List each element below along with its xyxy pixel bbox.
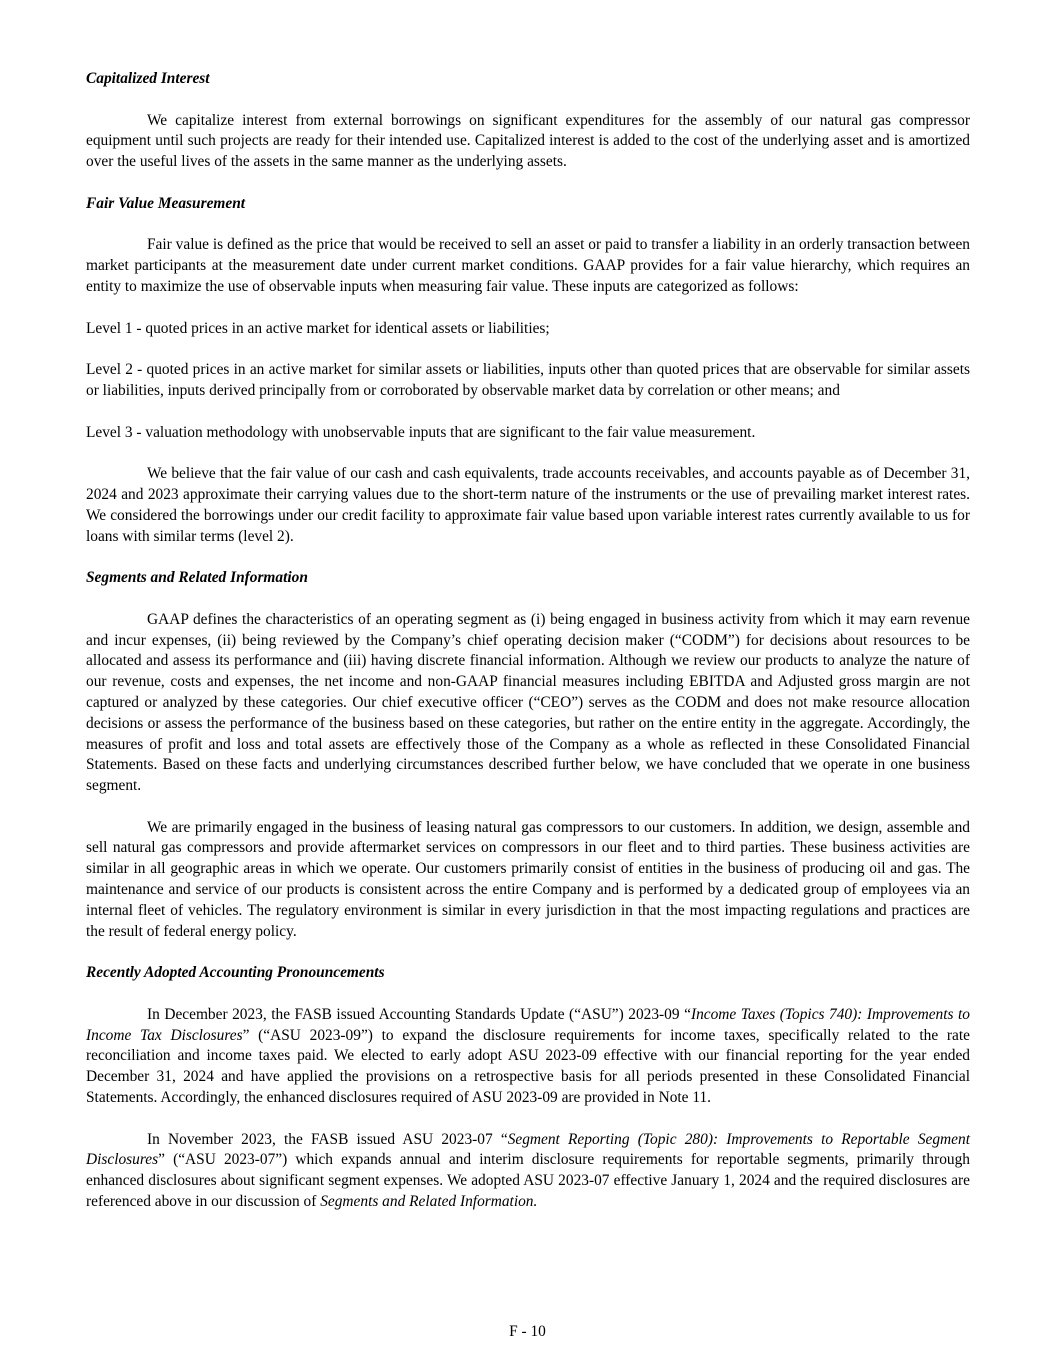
document-page	[86, 69, 970, 1234]
paragraph: We are primarily engaged in the business of leasing natural gas compressors to our customers. In addition, we design, assemble and sell natural gas compressors and provide aftermarket services on compressors in our fleet and to third parties. These business activities are similar in all geographic areas in which we operate. Our customers primarily consist of entities in the business of producing oil and gas. The maintenance and service of our products is consistent across the entire Company and is performed by a dedicated group of employees via an internal fleet of vehicles. The regulatory environment is similar in every jurisdiction in that the most impacting regulations and practices are the result of federal energy policy.	[86, 818, 970, 940]
paragraph: We capitalize interest from external borrowings on significant expenditures for the assembly of our natural gas compressor equipment until such projects are ready for their intended use. Capitalized interest is added to the cost of the underlying asset and is amortized over the useful lives of the assets in the same manner as the underlying assets.	[86, 111, 970, 171]
text: ” (“ASU 2023-07”) which expands annual and interim disclosure requirements for reportable segments, primarily through enhanced disclosures about significant segment expenses. We adopted ASU 2023-07 effective January 1, 2024 and the required disclosures are referenced above in our discussion of	[86, 1151, 970, 1211]
paragraph: GAAP defines the characteristics of an operating segment as (i) being engaged in business activity from which it may earn revenue and incur expenses, (ii) being reviewed by the Company’s chief operating decision maker (“CODM”) for decisions about resources to be allocated and assess its performance and (iii) having discrete financial information. Although we review our products to analyze the nature of our revenue, costs and expenses, the net income and non-GAAP financial measures including EBITDA and Adjusted gross margin are not captured or analyzed by these categories. Our chief executive officer (“CEO”) serves as the CODM and does not make resource allocation decisions or assess the performance of the business based on these categories, but rather on the entire entity in the aggregate. Accordingly, the measures of profit and loss and total assets are effectively those of the Company as a whole as reflected in these Consolidated Financial Statements. Based on these facts and underlying circumstances described further below, we have concluded that we operate in one business segment.	[86, 610, 970, 795]
text: ” (“ASU 2023-09”) to expand the disclosure requirements for income taxes, specifically related to the rate reconciliation and income taxes paid. We elected to early adopt ASU 2023-09 effective with our financial reporting for the year ended December 31, 2024 and have applied the provisions on a retrospective basis for all periods presented in these Consolidated Financial Statements. Accordingly, the enhanced disclosures required of ASU 2023-09 are provided in Note 11.	[86, 1026, 970, 1107]
text: In December 2023, the FASB issued Accounting Standards Update (“ASU”) 2023-09 “	[147, 1005, 691, 1023]
page-number: F - 10	[509, 1323, 546, 1340]
heading-recent-pronouncements: Recently Adopted Accounting Pronouncements	[86, 964, 385, 982]
heading-capitalized-interest: Capitalized Interest	[86, 70, 210, 87]
text: In November 2023, the FASB issued ASU 2023-07 “	[147, 1130, 508, 1148]
paragraph: We believe that the fair value of our cash and cash equivalents, trade accounts receivables, and accounts payable as of December 31, 2024 and 2023 approximate their carrying values due to the short-term nature of the instruments or the use of prevailing market interest rates. We considered the borrowings under our credit facility to approximate fair value based upon variable interest rates currently available to us for loans with similar terms (level 2).	[86, 465, 970, 545]
paragraph-asu-2023-09	[86, 1005, 970, 1109]
level-2-item: Level 2 - quoted prices in an active market for similar assets or liabilities, inputs other than quoted prices that are observable for similar assets or liabilities, inputs derived principally from or corroborated by observable market data by correlation or other means; and	[86, 361, 970, 399]
paragraph-asu-2023-07	[86, 1130, 970, 1213]
level-3-item: Level 3 - valuation methodology with unobservable inputs that are significant to the fair value measurement.	[86, 423, 756, 441]
paragraph: Fair value is defined as the price that would be received to sell an asset or paid to transfer a liability in an orderly transaction between market participants at the measurement date under current market conditions. GAAP provides for a fair value hierarchy, which requires an entity to maximize the use of observable inputs when measuring fair value. These inputs are categorized as follows:	[86, 236, 970, 295]
heading-segments: Segments and Related Information	[86, 569, 308, 587]
heading-fair-value: Fair Value Measurement	[86, 194, 246, 212]
italic-reference: Segments and Related Information.	[320, 1193, 538, 1211]
level-1-item: Level 1 - quoted prices in an active market for identical assets or liabilities;	[86, 319, 550, 337]
italic-title: Segment Reporting (Topic 280): Improvements to Reportable Segment Disclosures	[86, 1130, 970, 1169]
italic-title: Income Taxes (Topics 740): Improvements to Income Tax Disclosures	[86, 1005, 970, 1044]
